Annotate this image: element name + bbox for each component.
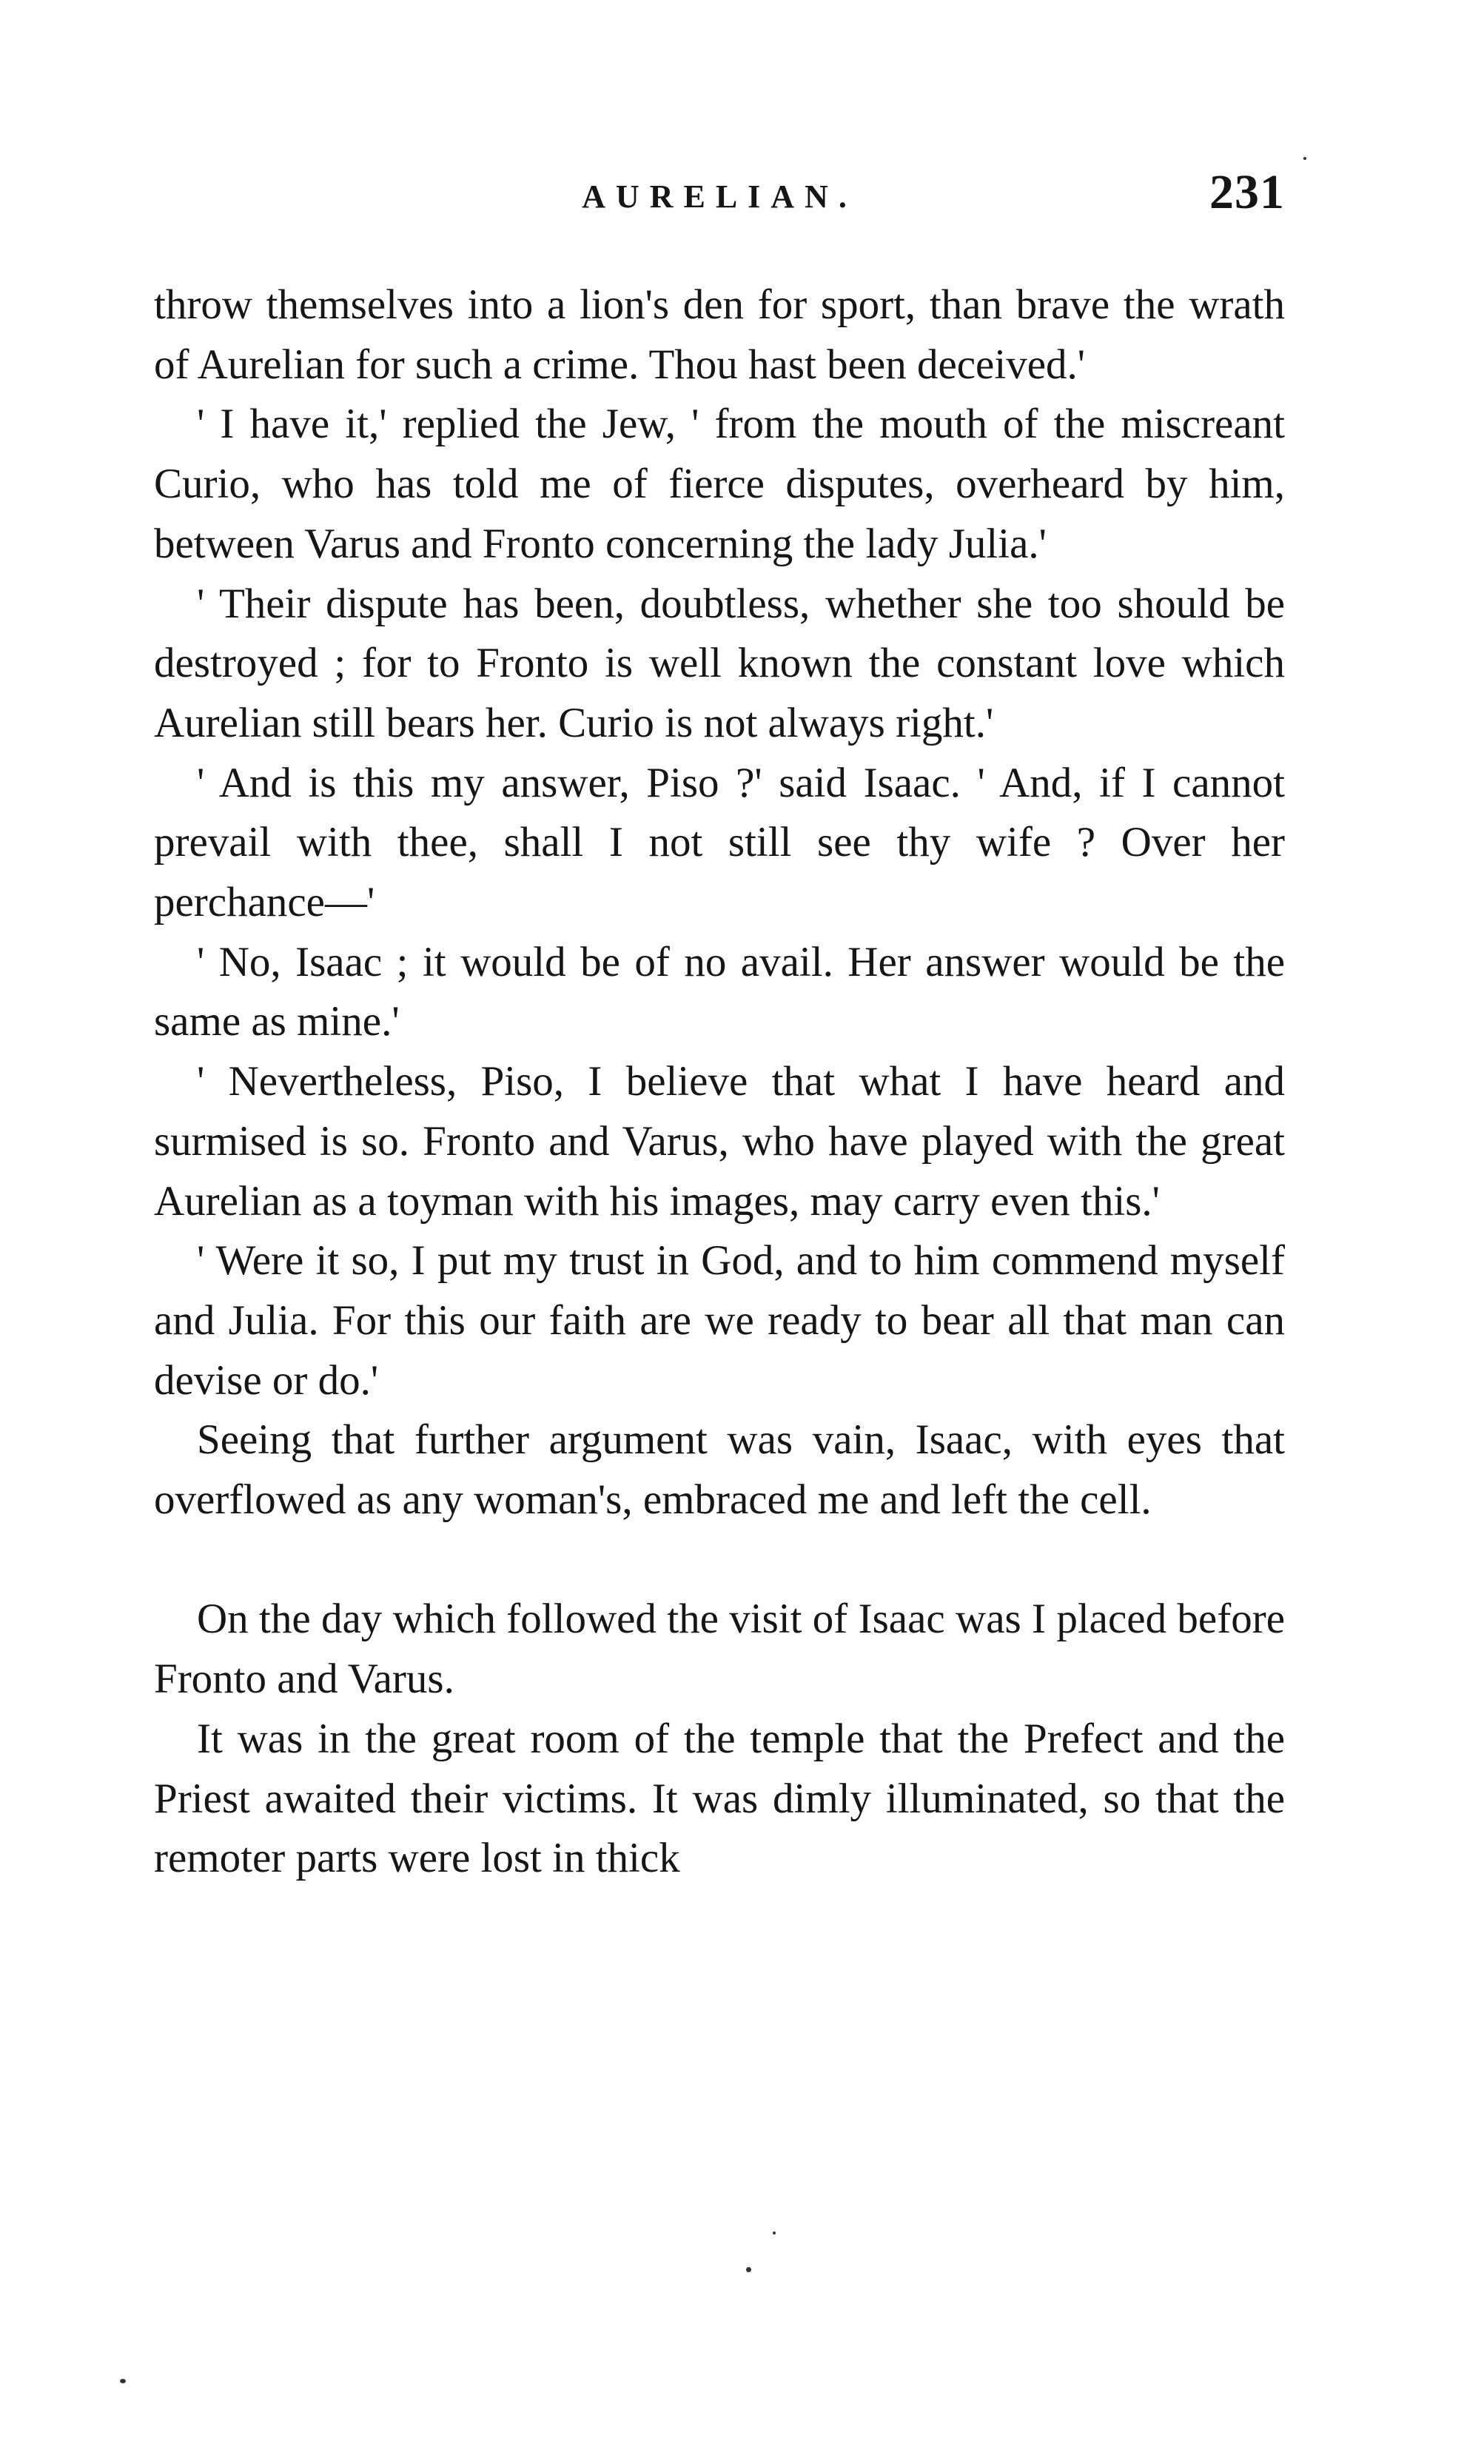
body-text [154, 275, 1285, 1889]
paragraph: ' Nevertheless, Piso, I believe that what I have heard and surmised is so. Fronto and Varus, who have played with the great Aurelian as a toyman with his images, may carry even this.' [154, 1058, 1285, 1225]
paragraph: ' And is this my answer, Piso ?' said Isaac. ' And, if I cannot prevail with thee, shall I not still see thy wife ? Over her perchance—' [154, 759, 1285, 926]
print-speck [120, 2379, 126, 2383]
paragraph-section-start: On the day which followed the visit of Isaac was I placed before Fronto and Varus. [154, 1596, 1285, 1703]
print-speck [746, 2267, 751, 2272]
paragraph: ' I have it,' replied the Jew, ' from the mouth of the miscreant Curio, who has told me of fierce disputes, overheard by him, between Varus and Fronto concerning the lady Julia.' [154, 401, 1285, 567]
print-speck [1303, 157, 1306, 160]
paragraph: ' Were it so, I put my trust in God, and to him commend myself and Julia. For this our faith are we ready to bear all that man can devise or do.' [154, 1237, 1285, 1404]
paragraph: It was in the great room of the temple that the Prefect and the Priest awaited their victims. It was dimly illuminated, so that the remoter parts were lost in thick [154, 1715, 1285, 1882]
paragraph: Seeing that further argument was vain, Isaac, with eyes that overflowed as any woman's, embraced me and left the cell. [154, 1416, 1285, 1524]
print-speck [773, 2232, 776, 2234]
running-title: AURELIAN. [582, 178, 857, 215]
paragraph: ' Their dispute has been, doubtless, whether she too should be destroyed ; for to Fronto is well known the constant love which Aurelian still bears her. Curio is not always right.' [154, 580, 1285, 746]
paragraph: ' No, Isaac ; it would be of no avail. Her answer would be the same as mine.' [154, 938, 1285, 1045]
page-number: 231 [1209, 165, 1285, 219]
paragraph-continued: throw themselves into a lion's den for sport, than brave the wrath of Aurelian for such a crime. Thou hast been deceived.' [154, 281, 1285, 388]
page-header [154, 164, 1285, 238]
